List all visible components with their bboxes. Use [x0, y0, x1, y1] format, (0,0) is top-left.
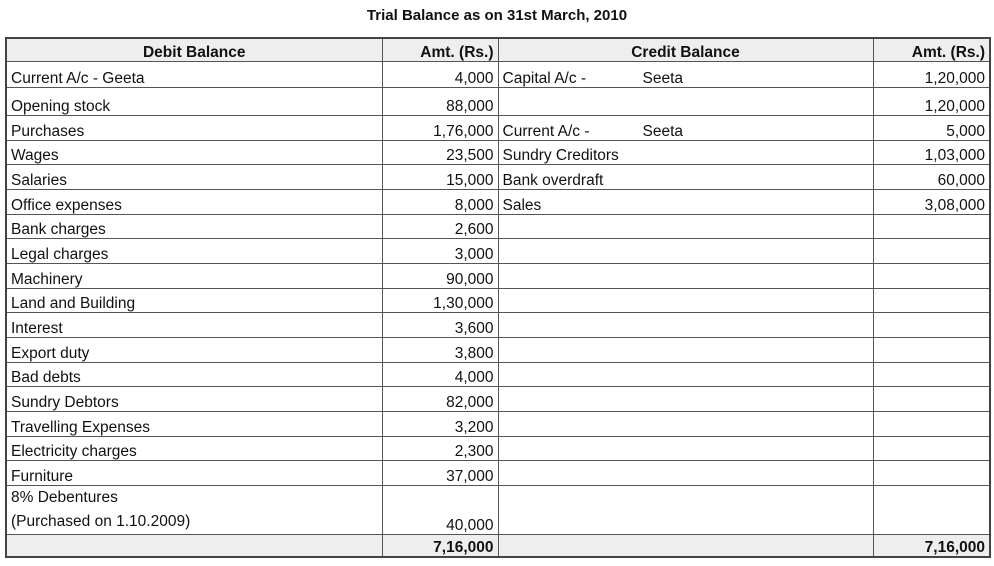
- credit-amount: 3,08,000: [873, 189, 990, 214]
- table-row: [6, 436, 990, 461]
- debit-amount: 3,000: [382, 239, 498, 264]
- table-row: [6, 288, 990, 313]
- debit-account: Sundry Debtors: [6, 387, 382, 412]
- credit-account: [498, 411, 873, 436]
- debit-amount: 3,200: [382, 411, 498, 436]
- credit-account-name: Bank overdraft: [502, 171, 604, 189]
- debit-account: Office expenses: [6, 189, 382, 214]
- table-row: [6, 387, 990, 412]
- debit-amount: 3,800: [382, 337, 498, 362]
- credit-account-name: Sales: [502, 196, 542, 214]
- credit-amount: [873, 337, 990, 362]
- credit-account: [498, 140, 873, 165]
- table-row: [6, 140, 990, 165]
- debit-account: Purchases: [6, 116, 382, 141]
- debit-account: Bank charges: [6, 214, 382, 239]
- credit-amount: [873, 214, 990, 239]
- debit-account: Land and Building: [6, 288, 382, 313]
- credit-account: [498, 387, 873, 412]
- credit-amount: [873, 436, 990, 461]
- debit-account: Furniture: [6, 461, 382, 486]
- debit-amount: 88,000: [382, 88, 498, 116]
- debit-amount: 15,000: [382, 165, 498, 190]
- credit-account: [498, 337, 873, 362]
- credit-account: [498, 116, 873, 141]
- credit-account-name: Sundry Creditors: [502, 147, 619, 165]
- debit-account: Wages: [6, 140, 382, 165]
- debit-amount: 4,000: [382, 362, 498, 387]
- debit-account: Current A/c - Geeta: [6, 62, 382, 88]
- credit-amount: [873, 411, 990, 436]
- debit-account: Travelling Expenses: [6, 411, 382, 436]
- credit-balance-header: Credit Balance: [498, 38, 873, 62]
- debit-account-line: (Purchased on 1.10.2009): [11, 512, 191, 530]
- credit-account-partner: Seeta: [642, 122, 684, 140]
- credit-account: [498, 239, 873, 264]
- table-row: [6, 263, 990, 288]
- credit-account: [498, 62, 873, 88]
- credit-amount: [873, 313, 990, 338]
- credit-account-name: Capital A/c -: [502, 70, 587, 87]
- credit-account: [498, 165, 873, 190]
- credit-account: [498, 362, 873, 387]
- debit-account: Electricity charges: [6, 436, 382, 461]
- credit-amount: 5,000: [873, 116, 990, 141]
- credit-amount: [873, 362, 990, 387]
- debit-amount-header: Amt. (Rs.): [382, 38, 498, 62]
- credit-amount: [873, 461, 990, 486]
- debit-amount: 3,600: [382, 313, 498, 338]
- credit-account: [498, 461, 873, 486]
- table-row: [6, 337, 990, 362]
- debit-amount: 23,500: [382, 140, 498, 165]
- credit-account: [498, 313, 873, 338]
- credit-amount: 1,20,000: [873, 62, 990, 88]
- table-row: [6, 214, 990, 239]
- trial-balance-table: [5, 37, 991, 558]
- table-row: [6, 116, 990, 141]
- table-row: [6, 62, 990, 88]
- credit-amount: [873, 288, 990, 313]
- debit-account: Legal charges: [6, 239, 382, 264]
- table-row: [6, 461, 990, 486]
- credit-amount: 1,20,000: [873, 88, 990, 116]
- credit-amount: 1,03,000: [873, 140, 990, 165]
- debit-amount: 4,000: [382, 62, 498, 88]
- credit-account: [498, 436, 873, 461]
- debit-account-line: 8% Debentures: [11, 488, 118, 506]
- debit-account: Opening stock: [6, 88, 382, 116]
- document-title: Trial Balance as on 31st March, 2010: [366, 7, 628, 24]
- debit-amount: 2,600: [382, 214, 498, 239]
- credit-account-partner: Seeta: [642, 70, 684, 87]
- header-row: [6, 38, 990, 62]
- debit-amount: 1,30,000: [382, 288, 498, 313]
- credit-account: [498, 263, 873, 288]
- credit-amount-header: Amt. (Rs.): [873, 38, 990, 62]
- debit-account: [6, 485, 382, 534]
- credit-account-name: Current A/c -: [502, 122, 590, 140]
- credit-account: [498, 88, 873, 116]
- debit-account: Salaries: [6, 165, 382, 190]
- debit-account: Machinery: [6, 263, 382, 288]
- debit-balance-header: Debit Balance: [6, 38, 382, 62]
- credit-account: [498, 485, 873, 534]
- table-row: [6, 411, 990, 436]
- debit-account: Bad debts: [6, 362, 382, 387]
- table-row: [6, 485, 990, 534]
- debit-account: Export duty: [6, 337, 382, 362]
- credit-amount: 60,000: [873, 165, 990, 190]
- credit-account: [498, 214, 873, 239]
- credit-account: [498, 288, 873, 313]
- debit-amount: 90,000: [382, 263, 498, 288]
- debit-amount: 8,000: [382, 189, 498, 214]
- debit-account: Interest: [6, 313, 382, 338]
- table-row: [6, 362, 990, 387]
- credit-amount: [873, 263, 990, 288]
- credit-total: 7,16,000: [873, 534, 990, 557]
- credit-amount: [873, 387, 990, 412]
- credit-account: [498, 189, 873, 214]
- credit-total-label: [498, 534, 873, 557]
- debit-amount: 40,000: [382, 485, 498, 534]
- table-row: [6, 165, 990, 190]
- debit-amount: 2,300: [382, 436, 498, 461]
- table-row: [6, 88, 990, 116]
- debit-total: 7,16,000: [382, 534, 498, 557]
- table-row: [6, 239, 990, 264]
- debit-amount: 37,000: [382, 461, 498, 486]
- debit-amount: 82,000: [382, 387, 498, 412]
- credit-amount: [873, 485, 990, 534]
- total-row: [6, 534, 990, 557]
- debit-amount: 1,76,000: [382, 116, 498, 141]
- credit-amount: [873, 239, 990, 264]
- table-row: [6, 189, 990, 214]
- debit-total-label: [6, 534, 382, 557]
- table-row: [6, 313, 990, 338]
